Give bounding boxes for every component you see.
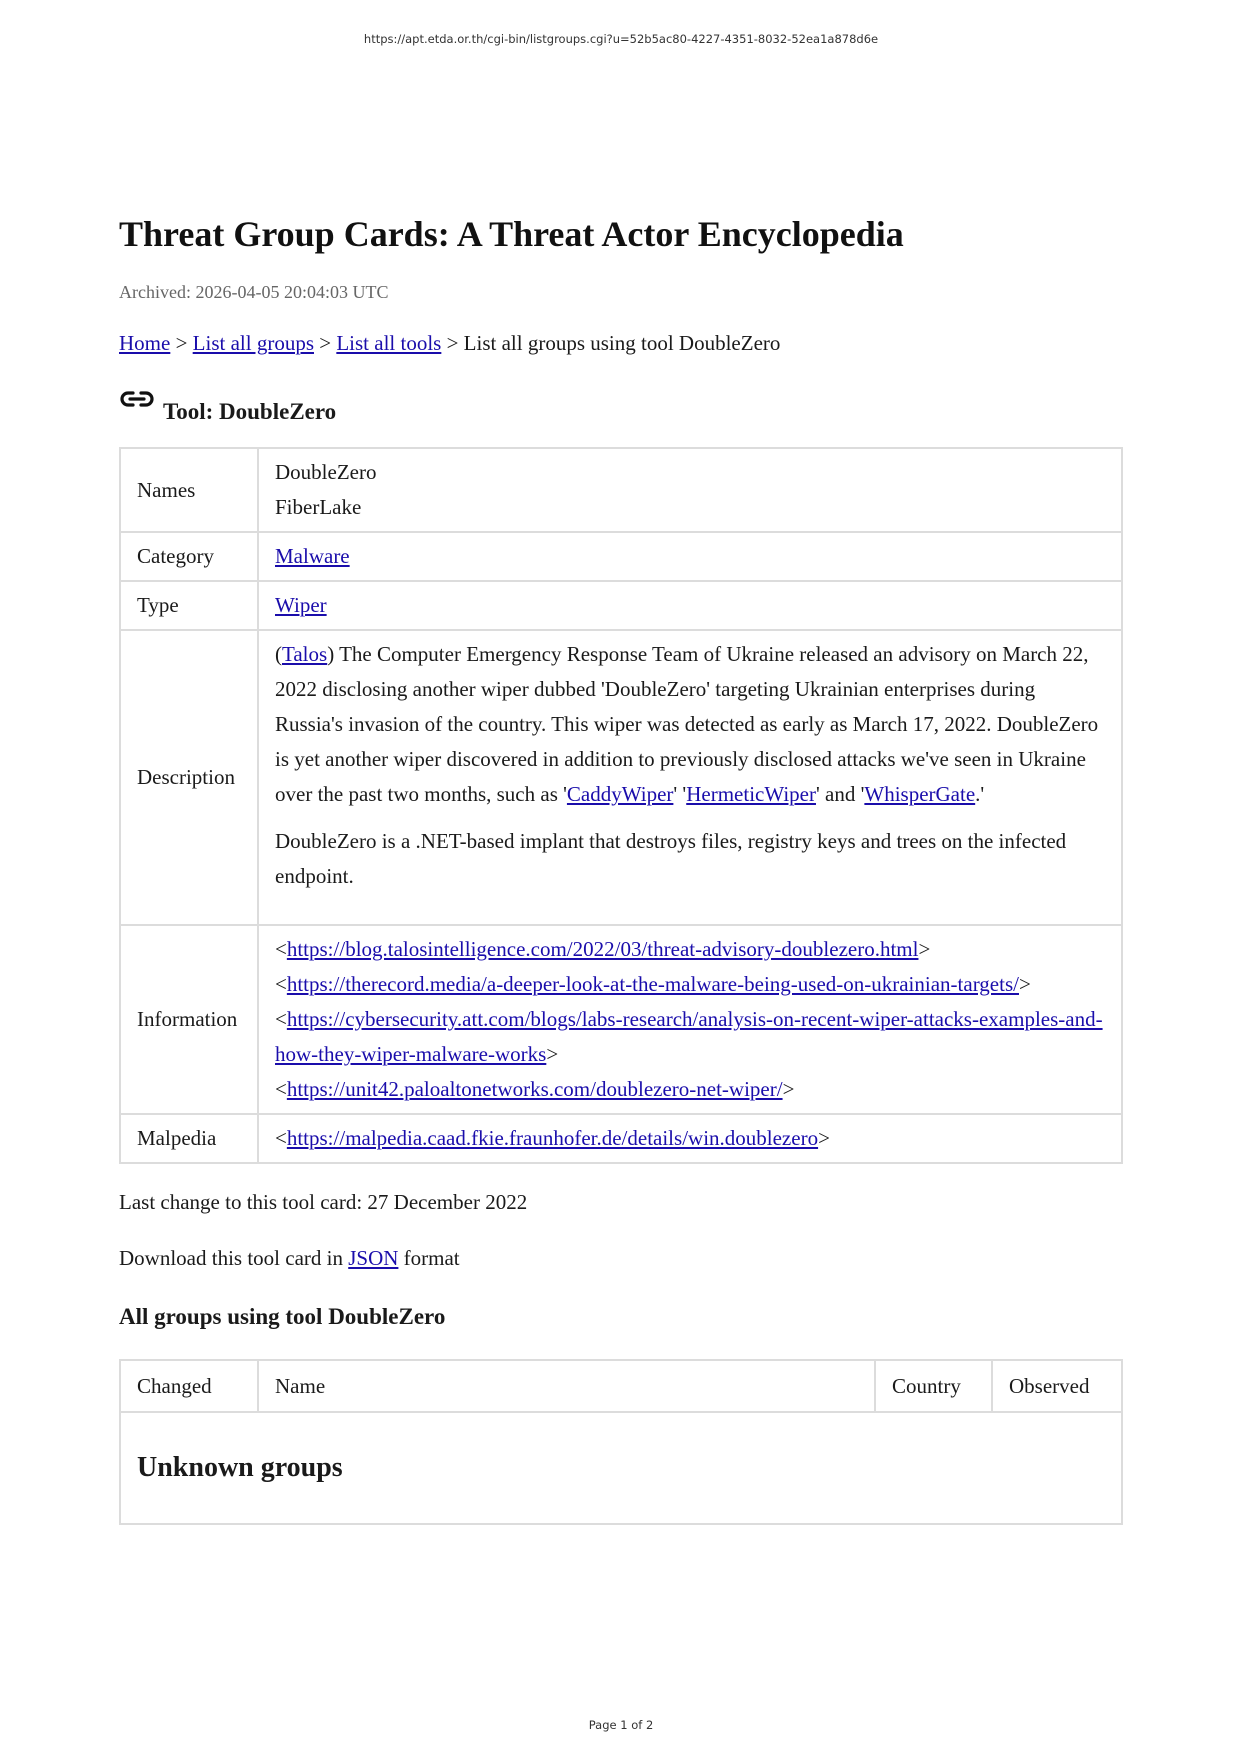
- angle-bracket: <: [275, 972, 287, 996]
- type-value: [258, 581, 1122, 630]
- groups-header-row: [120, 1360, 1122, 1412]
- names-row: [120, 448, 1122, 532]
- category-link[interactable]: Malware: [275, 544, 350, 568]
- type-label: Type: [120, 581, 258, 630]
- column-header-name: Name: [258, 1360, 875, 1412]
- description-text: ) The Computer Emergency Response Team of Ukraine released an advisory on March 22, 2022 disclosing another wiper dubbed 'DoubleZero' targeting Ukrainian enterprises during Russia's invasion of the country. This wiper was detected as early as March 17, 2022. DoubleZero is yet another wiper discovered in addition to previously disclosed attacks we've seen in Ukraine over the past two months, such as ': [275, 642, 1099, 806]
- type-link[interactable]: Wiper: [275, 593, 327, 617]
- angle-bracket: <: [275, 1077, 287, 1101]
- type-row: [120, 581, 1122, 630]
- breadcrumb-home-link[interactable]: Home: [119, 331, 171, 355]
- source-talos-link[interactable]: Talos: [282, 642, 328, 666]
- information-item: [275, 967, 1105, 1002]
- information-link[interactable]: https://unit42.paloaltonetworks.com/doublezero-net-wiper/: [286, 1077, 783, 1101]
- information-link[interactable]: https://therecord.media/a-deeper-look-at-the-malware-being-used-on-ukrainian-targets/: [286, 972, 1019, 996]
- information-label: Information: [120, 925, 258, 1114]
- hermeticwiper-link[interactable]: HermeticWiper: [686, 782, 816, 806]
- information-item: [275, 932, 1105, 967]
- groups-section-row: [120, 1412, 1122, 1524]
- description-text: .': [975, 782, 985, 806]
- breadcrumb-separator: >: [314, 331, 337, 355]
- description-label: Description: [120, 630, 258, 925]
- caddywiper-link[interactable]: CaddyWiper: [566, 782, 674, 806]
- breadcrumb-groups-link[interactable]: List all groups: [192, 331, 314, 355]
- download-prefix: Download this tool card in: [119, 1246, 349, 1270]
- whispergate-link[interactable]: WhisperGate: [864, 782, 976, 806]
- page-title: Threat Group Cards: A Threat Actor Encyclopedia: [119, 214, 904, 254]
- breadcrumb-tools-link[interactable]: List all tools: [336, 331, 442, 355]
- breadcrumb-separator: >: [170, 331, 193, 355]
- page-number: Page 1 of 2: [588, 1718, 654, 1732]
- category-label: Category: [120, 532, 258, 581]
- angle-bracket: >: [1018, 972, 1031, 996]
- angle-bracket: >: [782, 1077, 795, 1101]
- malpedia-row: [120, 1114, 1122, 1163]
- information-value: [258, 925, 1122, 1114]
- groups-heading: All groups using tool DoubleZero: [119, 1304, 446, 1329]
- last-change: Last change to this tool card: 27 December 2022: [119, 1190, 528, 1214]
- angle-bracket: >: [818, 1126, 830, 1150]
- names-value: [258, 448, 1122, 532]
- tool-title: Tool: DoubleZero: [163, 399, 337, 424]
- tool-name: DoubleZero: [275, 460, 377, 484]
- download-suffix: format: [398, 1246, 460, 1270]
- column-header-changed: Changed: [120, 1360, 258, 1412]
- description-paragraph: [275, 637, 1105, 812]
- description-value: [258, 630, 1122, 925]
- description-row: [120, 630, 1122, 925]
- breadcrumb: [119, 329, 1123, 357]
- breadcrumb-current: > List all groups using tool DoubleZero: [441, 331, 781, 355]
- information-link[interactable]: https://blog.talosintelligence.com/2022/03/threat-advisory-doublezero.html: [286, 937, 919, 961]
- angle-bracket: >: [918, 937, 931, 961]
- information-item: [275, 1072, 1105, 1107]
- column-header-country: Country: [875, 1360, 992, 1412]
- angle-bracket: <: [275, 937, 287, 961]
- description-text: ' and ': [815, 782, 865, 806]
- information-item: [275, 1002, 1105, 1072]
- category-value: [258, 532, 1122, 581]
- json-download-link[interactable]: JSON: [348, 1246, 399, 1270]
- description-paragraph-2: DoubleZero is a .NET-based implant that destroys files, registry keys and trees on the infected endpoint.: [275, 829, 1067, 888]
- malpedia-link[interactable]: https://malpedia.caad.fkie.fraunhofer.de/details/win.doublezero: [286, 1126, 819, 1150]
- column-header-observed: Observed: [992, 1360, 1122, 1412]
- information-row: [120, 925, 1122, 1114]
- tool-card-table: [119, 447, 1123, 1164]
- information-link[interactable]: https://cybersecurity.att.com/blogs/labs-research/analysis-on-recent-wiper-attacks-examples-and-how-they-wiper-malware-works: [275, 1007, 1103, 1066]
- malpedia-value: [258, 1114, 1122, 1163]
- category-row: [120, 532, 1122, 581]
- angle-bracket: <: [275, 1126, 287, 1150]
- download-line: [119, 1244, 1123, 1272]
- groups-table: [119, 1359, 1123, 1525]
- description-text: (: [275, 642, 282, 666]
- description-text: ' ': [673, 782, 687, 806]
- names-label: Names: [120, 448, 258, 532]
- unknown-groups-cell: [120, 1412, 1122, 1524]
- malpedia-label: Malpedia: [120, 1114, 258, 1163]
- tool-heading: [119, 387, 1123, 427]
- link-icon: [119, 387, 155, 413]
- angle-bracket: <: [275, 1007, 287, 1031]
- unknown-groups-heading: Unknown groups: [137, 1452, 343, 1483]
- tool-name: FiberLake: [275, 495, 362, 519]
- archived-timestamp: Archived: 2026-04-05 20:04:03 UTC: [119, 282, 389, 302]
- page-content: [119, 210, 1123, 1525]
- print-url-header: https://apt.etda.or.th/cgi-bin/listgroups.cgi?u=52b5ac80-4227-4351-8032-52ea1a878d6e: [363, 32, 879, 46]
- angle-bracket: >: [546, 1042, 559, 1066]
